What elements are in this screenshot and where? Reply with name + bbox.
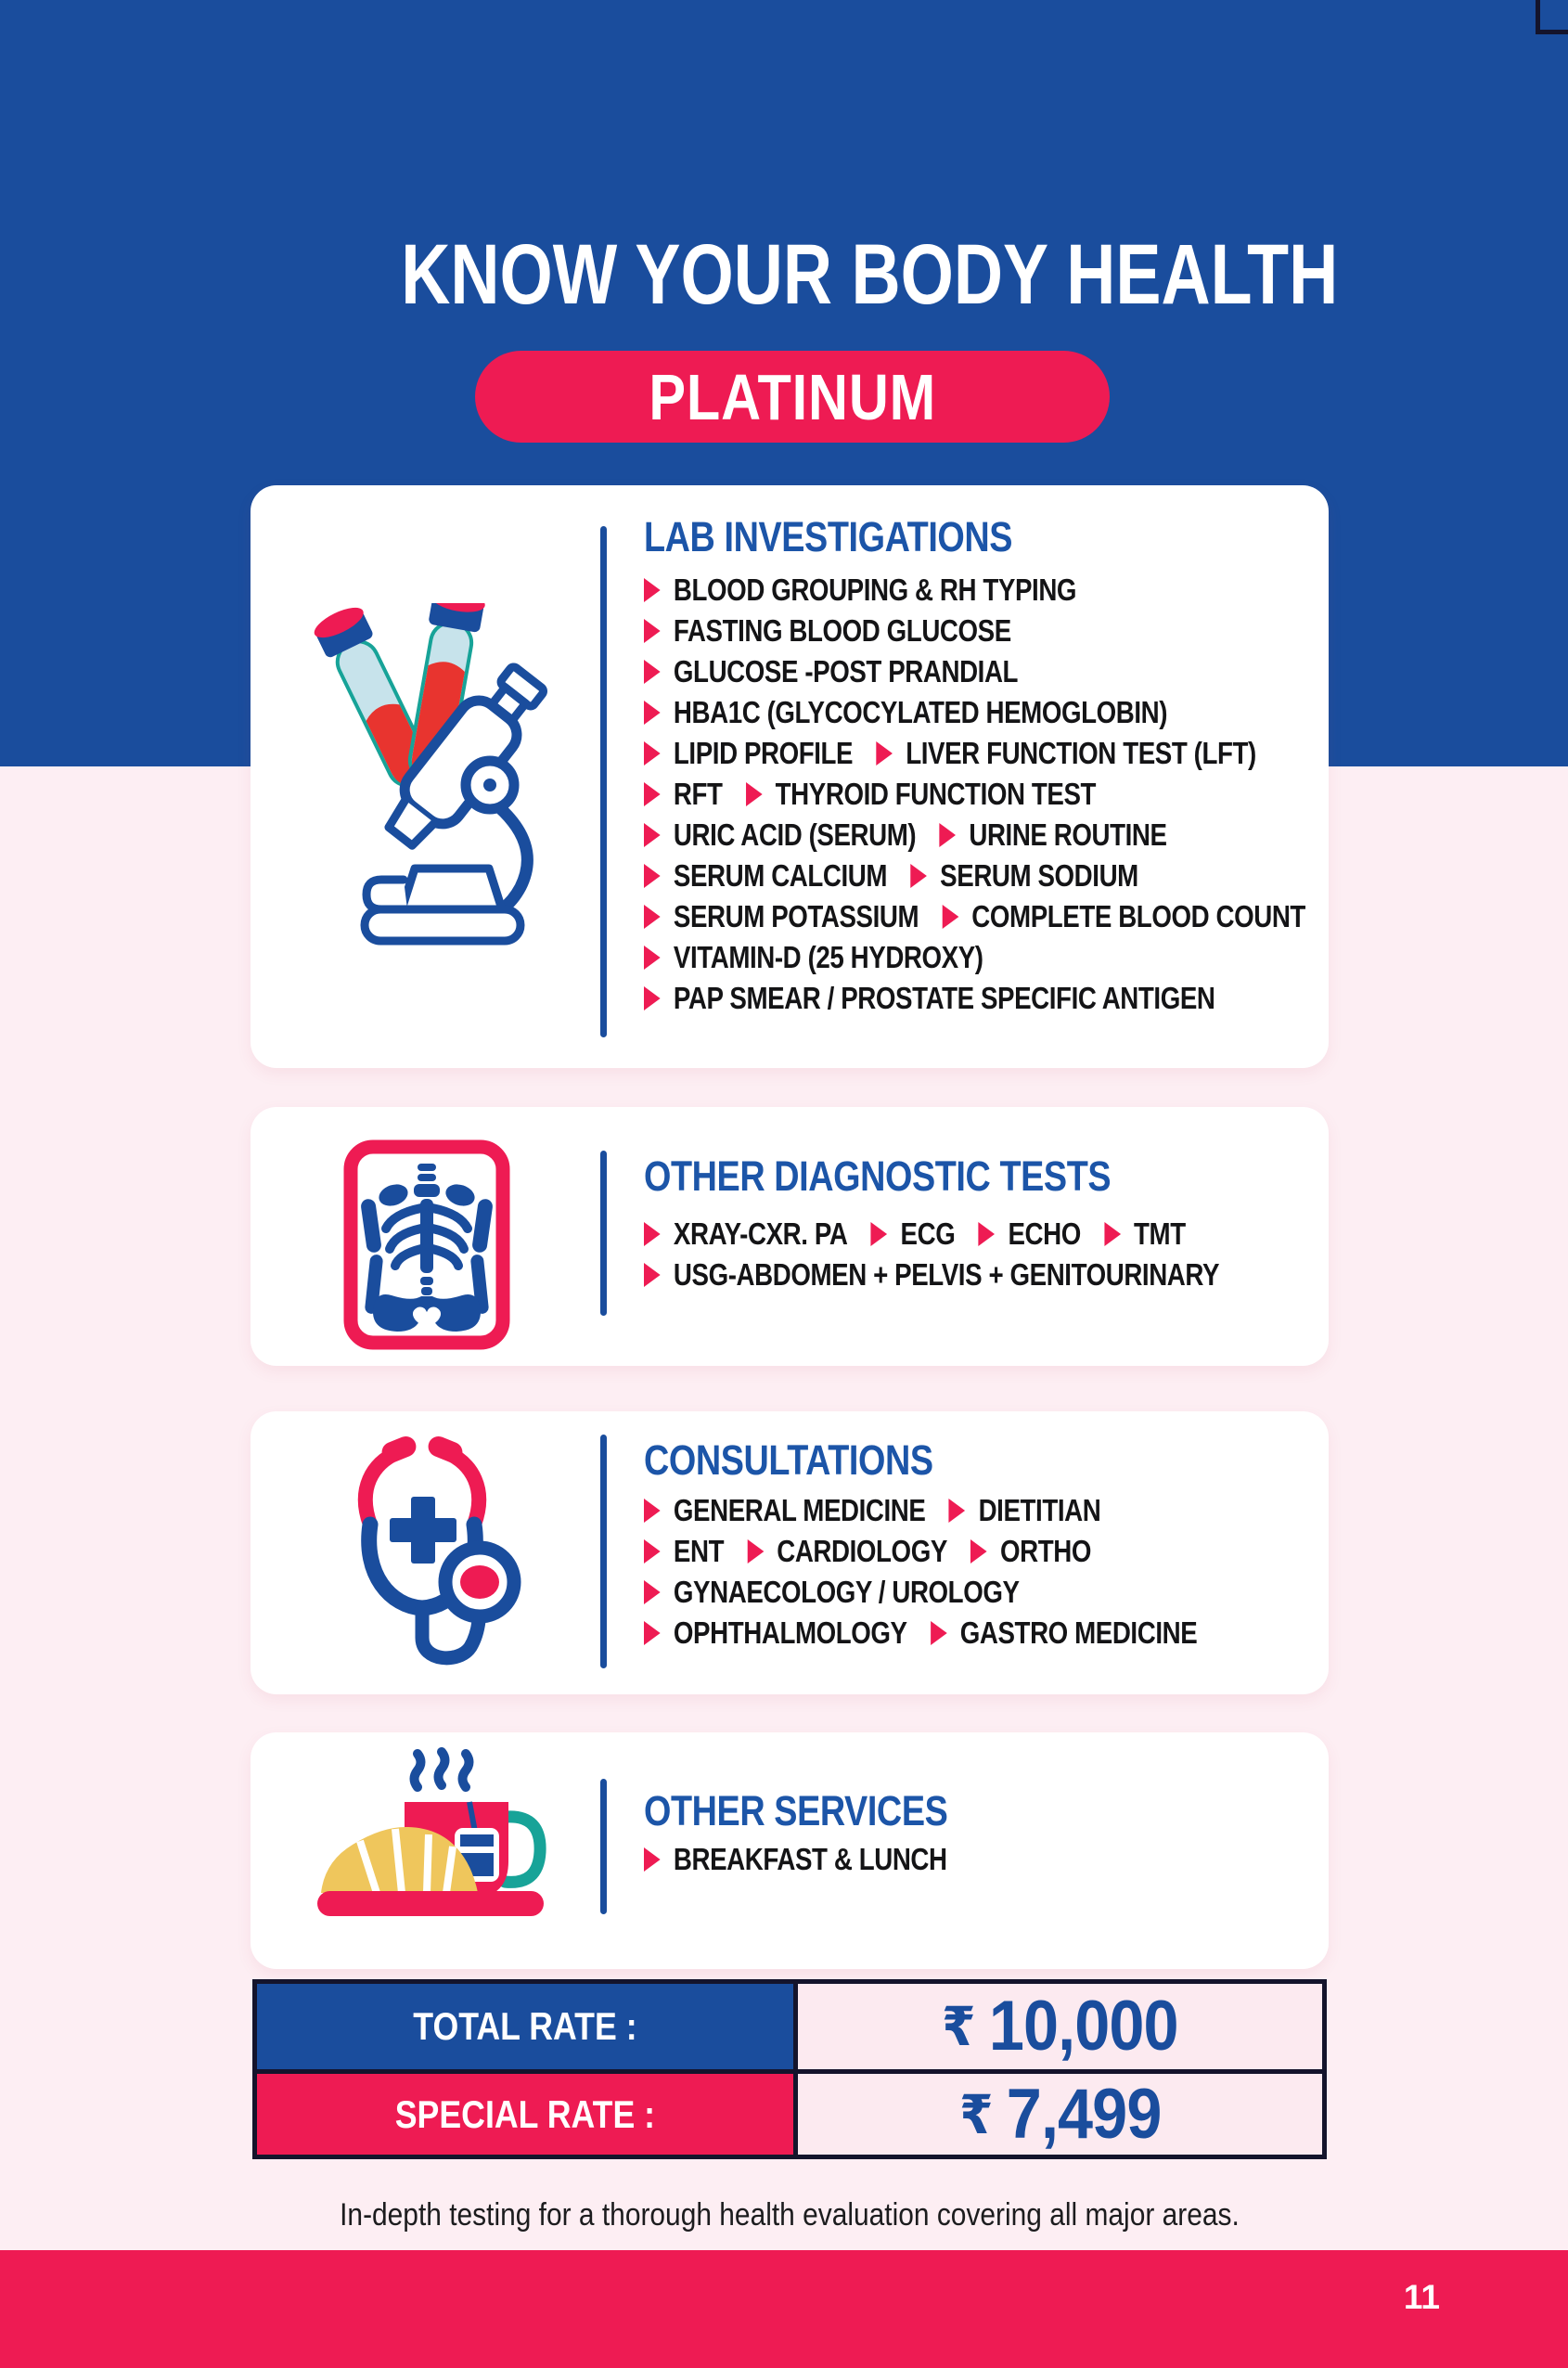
list-item-label: BREAKFAST & LUNCH	[673, 1842, 947, 1876]
icon-box	[343, 1139, 510, 1350]
list-item-label: GYNAECOLOGY / UROLOGY	[673, 1575, 1020, 1609]
section-divider	[600, 1151, 607, 1316]
bullet-triangle-icon	[644, 905, 661, 929]
list-item-label: ECG	[900, 1216, 956, 1251]
section-title: LAB INVESTIGATIONS	[644, 513, 1013, 560]
list-item-label: SERUM POTASSIUM	[673, 899, 919, 933]
section-title: OTHER SERVICES	[644, 1787, 948, 1834]
list-item	[644, 1577, 1197, 1607]
section-item-list	[644, 1844, 1005, 1885]
bullet-triangle-icon	[644, 1263, 661, 1287]
list-item-label: BLOOD GROUPING & RH TYPING	[673, 573, 1077, 607]
list-item-label: XRAY-CXR. PA	[673, 1216, 848, 1251]
bullet-triangle-icon	[949, 1499, 966, 1523]
list-item-label: URIC ACID (SERUM)	[673, 817, 917, 852]
total-rate-label: TOTAL RATE :	[413, 2004, 637, 2048]
list-item	[644, 1844, 947, 1874]
bullet-triangle-icon	[644, 1499, 661, 1523]
section-divider	[600, 1779, 607, 1914]
section-divider	[600, 526, 607, 1037]
bullet-triangle-icon	[644, 986, 661, 1010]
section-card-other-diagnostic-tests	[251, 1107, 1329, 1366]
section-divider	[600, 1435, 607, 1668]
page-number: 11	[1403, 2278, 1440, 2316]
xray-skeleton-icon	[343, 1139, 510, 1350]
crop-mark	[1536, 30, 1568, 34]
list-item	[644, 942, 1305, 972]
list-item-label: LIVER FUNCTION TEST (LFT)	[906, 736, 1256, 770]
footer-bar	[0, 2250, 1568, 2368]
bullet-triangle-icon	[876, 741, 893, 766]
bullet-triangle-icon	[644, 741, 661, 766]
list-item-label: DIETITIAN	[978, 1493, 1101, 1527]
list-item	[644, 901, 1305, 932]
total-rate-amount: 10,000	[988, 1987, 1178, 2066]
list-item-label: USG-ABDOMEN + PELVIS + GENITOURINARY	[673, 1257, 1220, 1292]
list-item-label: FASTING BLOOD GLUCOSE	[673, 613, 1011, 648]
list-item	[644, 1495, 1197, 1525]
bullet-triangle-icon	[871, 1222, 888, 1246]
list-item-label: SERUM CALCIUM	[673, 858, 888, 893]
bullet-triangle-icon	[644, 1580, 661, 1604]
list-item-label: PAP SMEAR / PROSTATE SPECIFIC ANTIGEN	[673, 981, 1215, 1015]
list-item-label: SERUM SODIUM	[940, 858, 1138, 893]
rate-table	[252, 1979, 1327, 2159]
total-rate-value	[942, 1987, 1178, 2066]
special-rate-row	[257, 2069, 1322, 2155]
platinum-badge	[475, 351, 1110, 443]
section-title: CONSULTATIONS	[644, 1436, 933, 1484]
special-rate-value-cell	[798, 2074, 1322, 2155]
bullet-triangle-icon	[644, 864, 661, 888]
list-item-label: OPHTHALMOLOGY	[673, 1615, 907, 1650]
list-item	[644, 1617, 1197, 1648]
list-item	[644, 860, 1305, 891]
total-rate-value-cell	[798, 1984, 1322, 2069]
bullet-triangle-icon	[644, 1539, 661, 1564]
special-rate-label: SPECIAL RATE :	[394, 2091, 656, 2136]
icon-box	[329, 1424, 538, 1675]
bullet-triangle-icon	[746, 782, 763, 806]
list-item-label: THYROID FUNCTION TEST	[775, 777, 1097, 811]
list-item	[644, 1259, 1219, 1290]
section-item-list	[644, 574, 1432, 1023]
footnote	[251, 2197, 1329, 2233]
rupee-icon: ₹	[942, 1995, 976, 2058]
bullet-triangle-icon	[910, 864, 927, 888]
test-tubes-microscope-icon	[311, 603, 571, 951]
bullet-triangle-icon	[644, 782, 661, 806]
section-item-list	[644, 1495, 1303, 1658]
list-item-label: URINE ROUTINE	[969, 817, 1167, 852]
rupee-icon: ₹	[958, 2082, 994, 2146]
list-item	[644, 574, 1305, 605]
bullet-triangle-icon	[644, 619, 661, 643]
page-title	[284, 227, 1369, 322]
coffee-croissant-icon	[306, 1743, 557, 1944]
bullet-triangle-icon	[644, 946, 661, 970]
icon-box	[311, 603, 571, 951]
list-item-label: LIPID PROFILE	[673, 736, 854, 770]
bullet-triangle-icon	[644, 823, 661, 847]
bullet-triangle-icon	[939, 823, 956, 847]
bullet-triangle-icon	[644, 1847, 661, 1872]
bullet-triangle-icon	[747, 1539, 764, 1564]
list-item-label: ORTHO	[1000, 1534, 1092, 1568]
list-item	[644, 615, 1305, 646]
section-title: OTHER DIAGNOSTIC TESTS	[644, 1152, 1112, 1200]
footnote-text: In-depth testing for a thorough health evaluation covering all major areas.	[340, 2197, 1240, 2233]
section-card-lab-investigations	[251, 485, 1329, 1068]
list-item-label: HBA1C (GLYCOCYLATED HEMOGLOBIN)	[673, 695, 1168, 729]
list-item	[644, 1536, 1197, 1566]
bullet-triangle-icon	[970, 1539, 987, 1564]
total-rate-label-cell	[257, 1984, 798, 2069]
total-rate-row	[257, 1984, 1322, 2069]
bullet-triangle-icon	[644, 660, 661, 684]
list-item	[644, 697, 1305, 727]
list-item-label: GENERAL MEDICINE	[673, 1493, 926, 1527]
list-item-label: CARDIOLOGY	[777, 1534, 947, 1568]
bullet-triangle-icon	[644, 701, 661, 725]
stethoscope-icon	[329, 1424, 538, 1675]
list-item-label: ENT	[673, 1534, 725, 1568]
section-card-consultations	[251, 1411, 1329, 1694]
list-item-label: GLUCOSE -POST PRANDIAL	[673, 654, 1019, 689]
special-rate-value	[958, 2074, 1162, 2154]
list-item-label: GASTRO MEDICINE	[959, 1615, 1198, 1650]
list-item-label: ECHO	[1008, 1216, 1081, 1251]
list-item	[644, 819, 1305, 850]
list-item	[644, 656, 1305, 687]
list-item-label: VITAMIN-D (25 HYDROXY)	[673, 940, 983, 974]
list-item-label: RFT	[673, 777, 723, 811]
special-rate-amount: 7,499	[1006, 2074, 1162, 2154]
list-item	[644, 1218, 1219, 1249]
list-item	[644, 983, 1305, 1013]
list-item-label: COMPLETE BLOOD COUNT	[971, 899, 1305, 933]
platinum-badge-label: PLATINUM	[649, 360, 936, 433]
bullet-triangle-icon	[644, 1621, 661, 1645]
list-item	[644, 779, 1305, 809]
icon-box	[306, 1743, 557, 1944]
bullet-triangle-icon	[942, 905, 958, 929]
special-rate-label-cell	[257, 2074, 798, 2155]
list-item	[644, 738, 1305, 768]
bullet-triangle-icon	[979, 1222, 996, 1246]
bullet-triangle-icon	[931, 1621, 947, 1645]
page-title-text: KNOW YOUR BODY HEALTH	[401, 227, 1339, 322]
section-item-list	[644, 1218, 1329, 1300]
section-card-other-services	[251, 1732, 1329, 1969]
bullet-triangle-icon	[1104, 1222, 1121, 1246]
bullet-triangle-icon	[644, 1222, 661, 1246]
list-item-label: TMT	[1134, 1216, 1186, 1251]
bullet-triangle-icon	[644, 578, 661, 602]
